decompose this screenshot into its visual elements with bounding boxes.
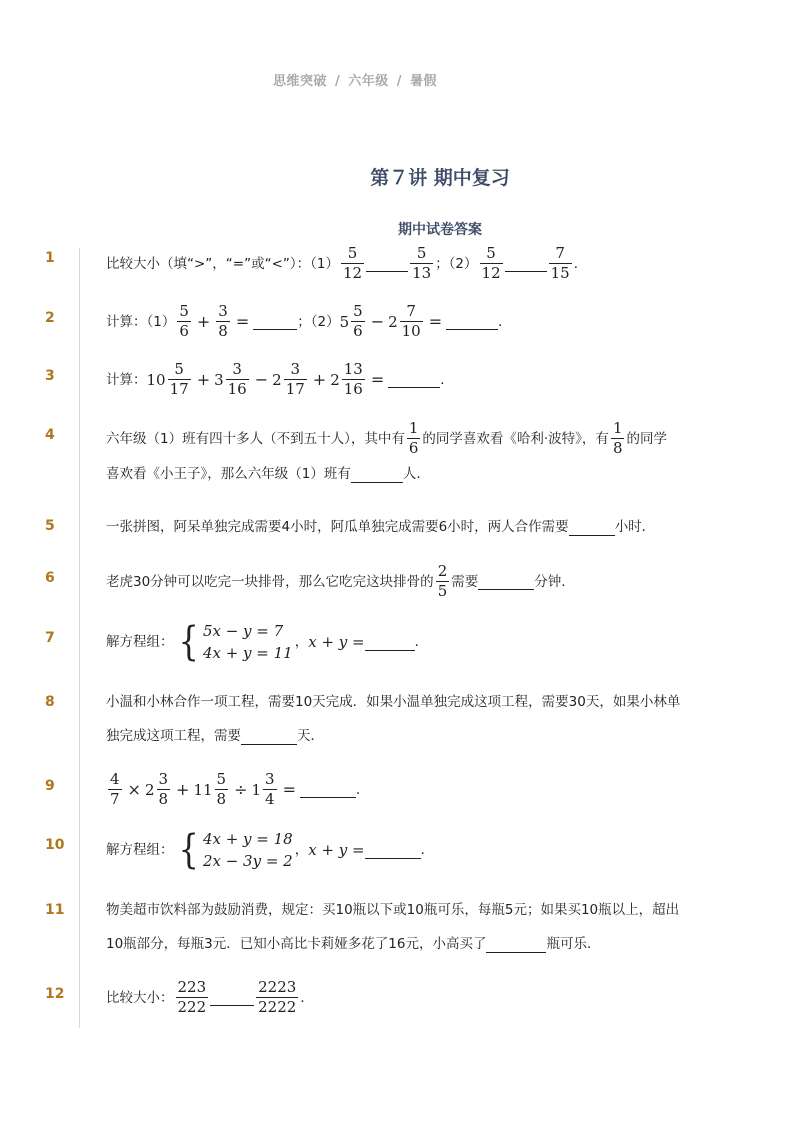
fraction: 5 13 bbox=[412, 244, 432, 282]
answer-blank[interactable] bbox=[446, 313, 498, 330]
question-number: 2 bbox=[45, 310, 55, 326]
question-11 bbox=[106, 893, 726, 961]
question-text: 需要 bbox=[451, 573, 479, 590]
page-subtitle: 期中试卷答案 bbox=[398, 222, 482, 238]
fraction: 5 12 bbox=[343, 244, 363, 282]
question-9 bbox=[106, 771, 726, 808]
breadcrumb-grade: 六年级 bbox=[348, 74, 389, 89]
question-text: 六年级（1）班有四十多人（不到五十人），其中有 bbox=[106, 430, 405, 447]
page-title: 第７讲 期中复习 bbox=[370, 167, 510, 189]
whole-part: 1 bbox=[251, 780, 262, 799]
fraction: 1 6 bbox=[408, 419, 419, 457]
plus-sign: + bbox=[312, 369, 327, 389]
answer-blank[interactable] bbox=[478, 573, 534, 590]
fraction: $\frac{3}{4}$ bbox=[265, 770, 275, 808]
question-number: 3 bbox=[45, 368, 55, 384]
question-number: 6 bbox=[45, 570, 55, 586]
whole-part: 11 bbox=[193, 780, 213, 799]
plus-sign: + bbox=[196, 311, 211, 331]
question-number: 1 bbox=[45, 250, 55, 266]
question-text: 小时． bbox=[614, 519, 656, 535]
question-text: ；（2） bbox=[435, 255, 478, 272]
question-6 bbox=[106, 563, 726, 600]
answer-blank[interactable] bbox=[351, 466, 403, 483]
fraction: 5 12 bbox=[481, 244, 501, 282]
question-text: 的同学喜欢看《哈利·波特》，有 bbox=[422, 430, 609, 447]
whole-part: 2 bbox=[144, 780, 155, 799]
times-sign: × bbox=[127, 779, 141, 799]
question-text: ． bbox=[420, 842, 435, 858]
answer-blank[interactable] bbox=[388, 371, 440, 388]
fraction: 2 5 bbox=[437, 562, 448, 600]
question-text: 计算：（1） bbox=[106, 313, 176, 330]
fraction: $\frac{4}{7}$ bbox=[110, 770, 120, 808]
answer-blank[interactable] bbox=[241, 728, 297, 745]
equation-line: 4x + y = 18 bbox=[202, 830, 293, 848]
fraction: 5 6 bbox=[179, 302, 189, 340]
answer-blank[interactable] bbox=[486, 936, 546, 953]
whole-part: 2 bbox=[388, 312, 398, 331]
breadcrumb-separator: / bbox=[396, 74, 402, 89]
brace-icon: { bbox=[178, 827, 199, 873]
question-3 bbox=[106, 361, 726, 398]
question-number: 10 bbox=[45, 837, 65, 853]
question-number: 9 bbox=[45, 778, 55, 794]
answer-blank[interactable] bbox=[210, 989, 254, 1006]
question-text: 人． bbox=[402, 466, 430, 482]
question-text: 喜欢看《小王子》，那么六年级（1）班有 bbox=[106, 466, 351, 482]
brace-icon: { bbox=[178, 619, 199, 665]
fraction: $\frac{13}{16}$ bbox=[343, 360, 363, 398]
question-text: 分钟． bbox=[534, 573, 575, 590]
fraction: 5 17 bbox=[169, 360, 189, 398]
fraction: $\frac{5}{8}$ bbox=[216, 770, 227, 808]
question-text: ． bbox=[414, 634, 429, 650]
question-text: ． bbox=[356, 781, 370, 798]
question-2 bbox=[106, 303, 726, 340]
question-text: ． bbox=[573, 255, 588, 272]
equals-sign: = bbox=[235, 311, 250, 331]
breadcrumb-course: 思维突破 bbox=[272, 74, 327, 89]
divide-sign: ÷ bbox=[234, 779, 248, 799]
answer-blank[interactable] bbox=[505, 255, 547, 272]
whole-part: 2 bbox=[330, 370, 340, 389]
question-text: 10瓶部分，每瓶3元．已知小高比卡莉娅多花了16元，小高买了 bbox=[106, 936, 487, 952]
plus-sign: + bbox=[196, 369, 211, 389]
question-number: 4 bbox=[45, 427, 55, 443]
question-text: 一张拼图，阿呆单独完成需要4小时，阿瓜单独完成需要6小时，两人合作需要 bbox=[106, 519, 569, 535]
question-text: 物美超市饮料部为鼓励消费，规定：买10瓶以下或10瓶可乐，每瓶5元；如果买10瓶以上，超出 bbox=[106, 902, 680, 918]
fraction: 3 8 bbox=[158, 770, 169, 808]
question-7: 解方程组： { 5x − y = 7 4x + y = 11 ， x + y = ． bbox=[106, 619, 429, 665]
question-12 bbox=[106, 979, 726, 1016]
equation-line: 5x − y = 7 bbox=[202, 622, 284, 640]
question-number: 12 bbox=[45, 986, 65, 1002]
question-text: 瓶可乐． bbox=[546, 936, 601, 952]
plus-sign: + bbox=[176, 779, 190, 799]
question-ask: x + y = bbox=[308, 633, 365, 651]
fraction: 2223 2222 bbox=[258, 978, 297, 1016]
question-ask: x + y = bbox=[308, 841, 365, 859]
question-5 bbox=[106, 510, 726, 544]
answer-blank[interactable] bbox=[569, 519, 615, 536]
question-4 bbox=[106, 420, 726, 491]
equals-sign: = bbox=[428, 311, 443, 331]
question-text: 解方程组： bbox=[106, 842, 174, 858]
minus-sign: − bbox=[254, 369, 269, 389]
question-text: 的同学 bbox=[626, 430, 667, 447]
question-text: 比较大小： bbox=[106, 989, 174, 1006]
fraction: 3 17 bbox=[285, 360, 305, 398]
fraction: 223 222 bbox=[177, 978, 207, 1016]
answer-blank[interactable] bbox=[300, 781, 356, 798]
question-text: 独完成这项工程，需要 bbox=[106, 728, 241, 744]
question-text: 比较大小（填“>”，“=”或“<”）：（1） bbox=[106, 255, 339, 272]
whole-part: 2 bbox=[272, 370, 282, 389]
question-number: 11 bbox=[45, 902, 65, 918]
question-number: 5 bbox=[45, 518, 55, 534]
question-text: 老虎30分钟可以吃完一块排骨，那么它吃完这块排骨的 bbox=[106, 573, 434, 590]
fraction: 7 15 bbox=[550, 244, 570, 282]
fraction: 5 6 bbox=[353, 302, 363, 340]
minus-sign: − bbox=[370, 311, 385, 331]
question-number: 8 bbox=[45, 694, 55, 710]
question-text: ． bbox=[498, 313, 512, 330]
answer-blank[interactable] bbox=[365, 842, 421, 859]
breadcrumb-term: 暑假 bbox=[410, 74, 438, 89]
equals-sign: = bbox=[370, 369, 385, 389]
equals-sign: = bbox=[282, 779, 296, 799]
equation-line: 2x − 3y = 2 bbox=[202, 852, 293, 870]
question-10: 解方程组： { 4x + y = 18 2x − 3y = 2 ， x + y = ． bbox=[106, 827, 435, 873]
equation-system bbox=[176, 828, 293, 872]
whole-part: 5 bbox=[339, 312, 350, 331]
whole-part: 3 bbox=[214, 370, 224, 389]
fraction: $\frac{3}{8}$ bbox=[218, 302, 228, 340]
question-text: 天． bbox=[297, 728, 324, 744]
question-text: 小温和小林合作一项工程，需要10天完成．如果小温单独完成这项工程，需要30天，如果小林单 bbox=[106, 694, 681, 710]
question-number: 7 bbox=[45, 630, 55, 646]
answer-blank[interactable] bbox=[365, 634, 415, 651]
breadcrumb-separator: / bbox=[334, 74, 341, 89]
answer-blank[interactable] bbox=[366, 255, 408, 272]
question-1 bbox=[106, 245, 726, 282]
question-text: ；（2） bbox=[297, 313, 340, 330]
breadcrumb bbox=[0, 70, 710, 89]
question-text: 计算： bbox=[106, 371, 147, 388]
question-text: 解方程组： bbox=[106, 634, 174, 650]
question-text: ． bbox=[300, 989, 314, 1006]
margin-divider bbox=[79, 248, 80, 1028]
answer-blank[interactable] bbox=[253, 313, 297, 330]
fraction: 3 16 bbox=[227, 360, 247, 398]
fraction: $\frac{7}{10}$ bbox=[401, 302, 421, 340]
equation-line: 4x + y = 11 bbox=[202, 644, 293, 662]
equation-system bbox=[176, 620, 293, 664]
question-8 bbox=[106, 685, 726, 753]
whole-part: 10 bbox=[146, 370, 166, 389]
fraction: 1 8 bbox=[612, 419, 623, 457]
question-text: ． bbox=[440, 371, 454, 388]
